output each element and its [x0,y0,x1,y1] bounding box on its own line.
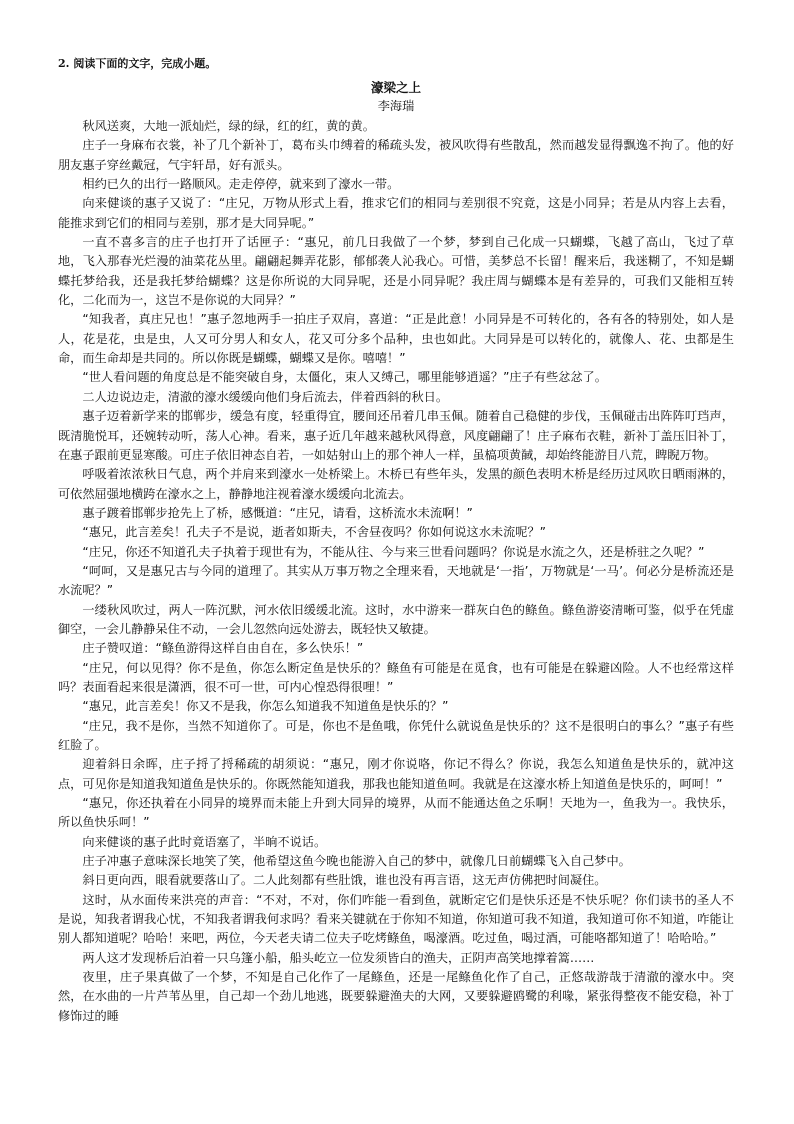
paragraph: 一直不喜多言的庄子也打开了话匣子：“惠兄，前几日我做了一个梦，梦到自己化成一只蝴蝶，飞越了高山，飞过了草地，飞入那春光烂漫的油菜花丛里。翩翩起舞弄花影，郁郁袭人沁我心。可惜，美梦总不长留！醒来后，我迷糊了，不知是蝴蝶托梦给我，还是我托梦给蝴蝶？这是你所说的大同异呢，还是小同异呢？我庄周与蝴蝶本是有差异的，可我们又能相互转化，二化而为一，这岂不是你说的大同异？” [58,235,734,308]
paragraph: 庄子一身麻布衣裳，补了几个新补丁，葛布头巾缚着的稀疏头发，被风吹得有些散乱，然而越发显得飘逸不拘了。他的好朋友惠子穿丝戴冠，气宇轩昂，好有派头。 [58,138,734,172]
paragraph: 迎着斜日余晖，庄子捋了捋稀疏的胡须说：“惠兄，刚才你说咯，你记不得么？你说，我怎么知道鱼是快乐的，就冲这点，可见你是知道我知道鱼是快乐的。你既然能知道我，那我也能知道鱼呵。我就是在这濠水桥上知道鱼是快乐的，呵呵！” [58,757,734,791]
paragraph: 这时，从水面传来洪亮的声音：“不对，不对，你们咋能一看到鱼，就断定它们是快乐还是不快乐呢？你们读书的圣人不是说，知我者谓我心忧，不知我者谓我何求吗？看来关键就在于你知不知道，你知道可我不知道，我知道可你不知道，咋能让别人都知道呢？哈哈！来吧，两位，今天老夫请二位夫子吃烤鲦鱼，喝濠酒。吃过鱼，喝过酒，可能咯都知道了！哈哈哈。” [58,892,734,946]
paragraph: 向来健谈的惠子此时竟语塞了，半晌不说话。 [82,834,327,849]
paragraph: “知我者，真庄兄也！”惠子忽地两手一拍庄子双肩，喜道：“正是此意！小同异是不可转化的，各有各的特别处，如人是人，花是花，虫是虫，人又可分男人和女人，花又可分多个品种，虫也如此。大同异是可以转化的，就像人、花、虫都是生命，而生命却是共同的。所以你既是蝴蝶，蝴蝶又是你。嘻嘻！” [58,312,734,366]
article-author: 李海瑞 [377,99,415,113]
paragraph: 惠子迈着新学来的邯郸步，缓急有度，轻重得宜，腰间还吊着几串玉佩。随着自己稳健的步伐，玉佩碰击出阵阵叮珰声，既清脆悦耳，还婉转动听，荡人心神。看来，惠子近几年越来越秋风得意，风度翩翩了！庄子麻布衣鞋，新补丁盖压旧补丁，在惠子跟前更显寒酸。可庄子依旧神态自若，一如姑射山上的那个神人一样，虽槁项黄馘，却始终能游目八荒，睥睨万物。 [58,409,734,462]
paragraph: “惠兄，此言差矣！孔夫子不是说，逝者如斯夫，不舍昼夜吗？你如何说这水未流呢？” [82,525,546,540]
paragraph: 相约已久的出行一路顺风。走走停停，就来到了濠水一带。 [82,177,400,192]
paragraph: “呵呵，又是惠兄古与今同的道理了。其实从万事万物之全理来看，天地就是‘一指’，万物就是‘一马’。何必分是桥流还是水流呢？” [58,563,734,598]
paragraph: “世人看问题的角度总是不能突破自身，太僵化，束人又缚己，哪里能够逍遥？”庄子有些忿忿了。 [82,370,607,385]
paragraph: 斜日更向西，眼看就要落山了。二人此刻都有些肚饿，谁也没有再言语，这无声仿佛把时间凝住。 [82,873,607,888]
question-header: 2. 阅读下面的文字，完成小题。 [58,57,217,70]
paragraph: “庄兄，你还不知道孔夫子执着于现世有为，不能从往、今与来三世看问题吗？你说是水流之久，还是桥驻之久呢？” [82,544,705,559]
paragraph: 庄子赞叹道：“鲦鱼游得这样自由自在，多么快乐！” [82,641,364,656]
paragraph: 夜里，庄子果真做了一个梦，不知是自己化作了一尾鲦鱼，还是一尾鲦鱼化作了自己，正悠哉游哉于清澈的濠水中。突然，在水曲的一片芦苇丛里，自己却一个劲儿地逃，既要躲避渔夫的大网，又要躲避鸥鹭的利喙，紧张得整夜不能安稳，补丁修饰过的睡 [58,970,734,1023]
paragraph: 向来健谈的惠子又说了：“庄兄，万物从形式上看，推求它们的相同与差别很不究竟，这是小同异；若是从内容上去看，能推求到它们的相同与差别，那才是大同异呢。” [58,196,734,230]
paragraph: “惠兄，此言差矣！你又不是我，你怎么知道我不知道鱼是快乐的？” [82,699,449,714]
paragraph: 秋风送爽，大地一派灿烂，绿的绿，红的红，黄的黄。 [82,119,375,133]
paragraph: 二人边说边走，清澈的濠水缓缓向他们身后流去，伴着西斜的秋日。 [82,389,449,404]
paragraph: “庄兄，我不是你，当然不知道你了。可是，你也不是鱼哦，你凭什么就说鱼是快乐的？这不是很明白的事么？”惠子有些红脸了。 [58,718,734,752]
paragraph: 一缕秋风吹过，两人一阵沉默，河水依旧缓缓北流。这时，水中游来一群灰白色的鲦鱼。鲦鱼游姿清晰可鉴，似乎在凭虚御空，一会儿静静呆住不动，一会儿忽然向远处游去，既轻快又敏捷。 [58,602,734,636]
article-title: 濠梁之上 [370,80,421,95]
paragraph: 呼吸着浓浓秋日气息，两个并肩来到濠水一处桥梁上。木桥已有些年头，发黑的颜色表明木桥是经历过风吹日晒雨淋的，可依然屈强地横跨在濠水之上，静静地注视着濠水缓缓向北流去。 [58,467,734,501]
paragraph: “庄兄，何以见得？你不是鱼，你怎么断定鱼是快乐的？鲦鱼有可能是在觅食，也有可能是在躲避凶险。人不也经常这样吗？表面看起来很是潇洒，很不可一世，可内心惶恐得很哩！” [58,660,734,694]
paragraph: 惠子踱着邯郸步抢先上了桥，感慨道：“庄兄，请看，这桥流水未流啊！” [82,505,473,520]
article-body [58,117,734,1026]
paragraph: 两人这才发现桥后泊着一只乌篷小船，船头屹立一位发须皆白的渔夫，正阴声高笑地撑着篙…… [82,950,595,965]
paragraph: 庄子冲惠子意味深长地笑了笑，他希望这鱼今晚也能游入自己的梦中，就像几日前蝴蝶飞入自己梦中。 [82,854,631,869]
paragraph: “惠兄，你还执着在小同异的境界而未能上升到大同异的境界，从而不能通达鱼之乐啊！天地为一，鱼我为一。我快乐，所以鱼快乐呵！” [58,796,734,830]
